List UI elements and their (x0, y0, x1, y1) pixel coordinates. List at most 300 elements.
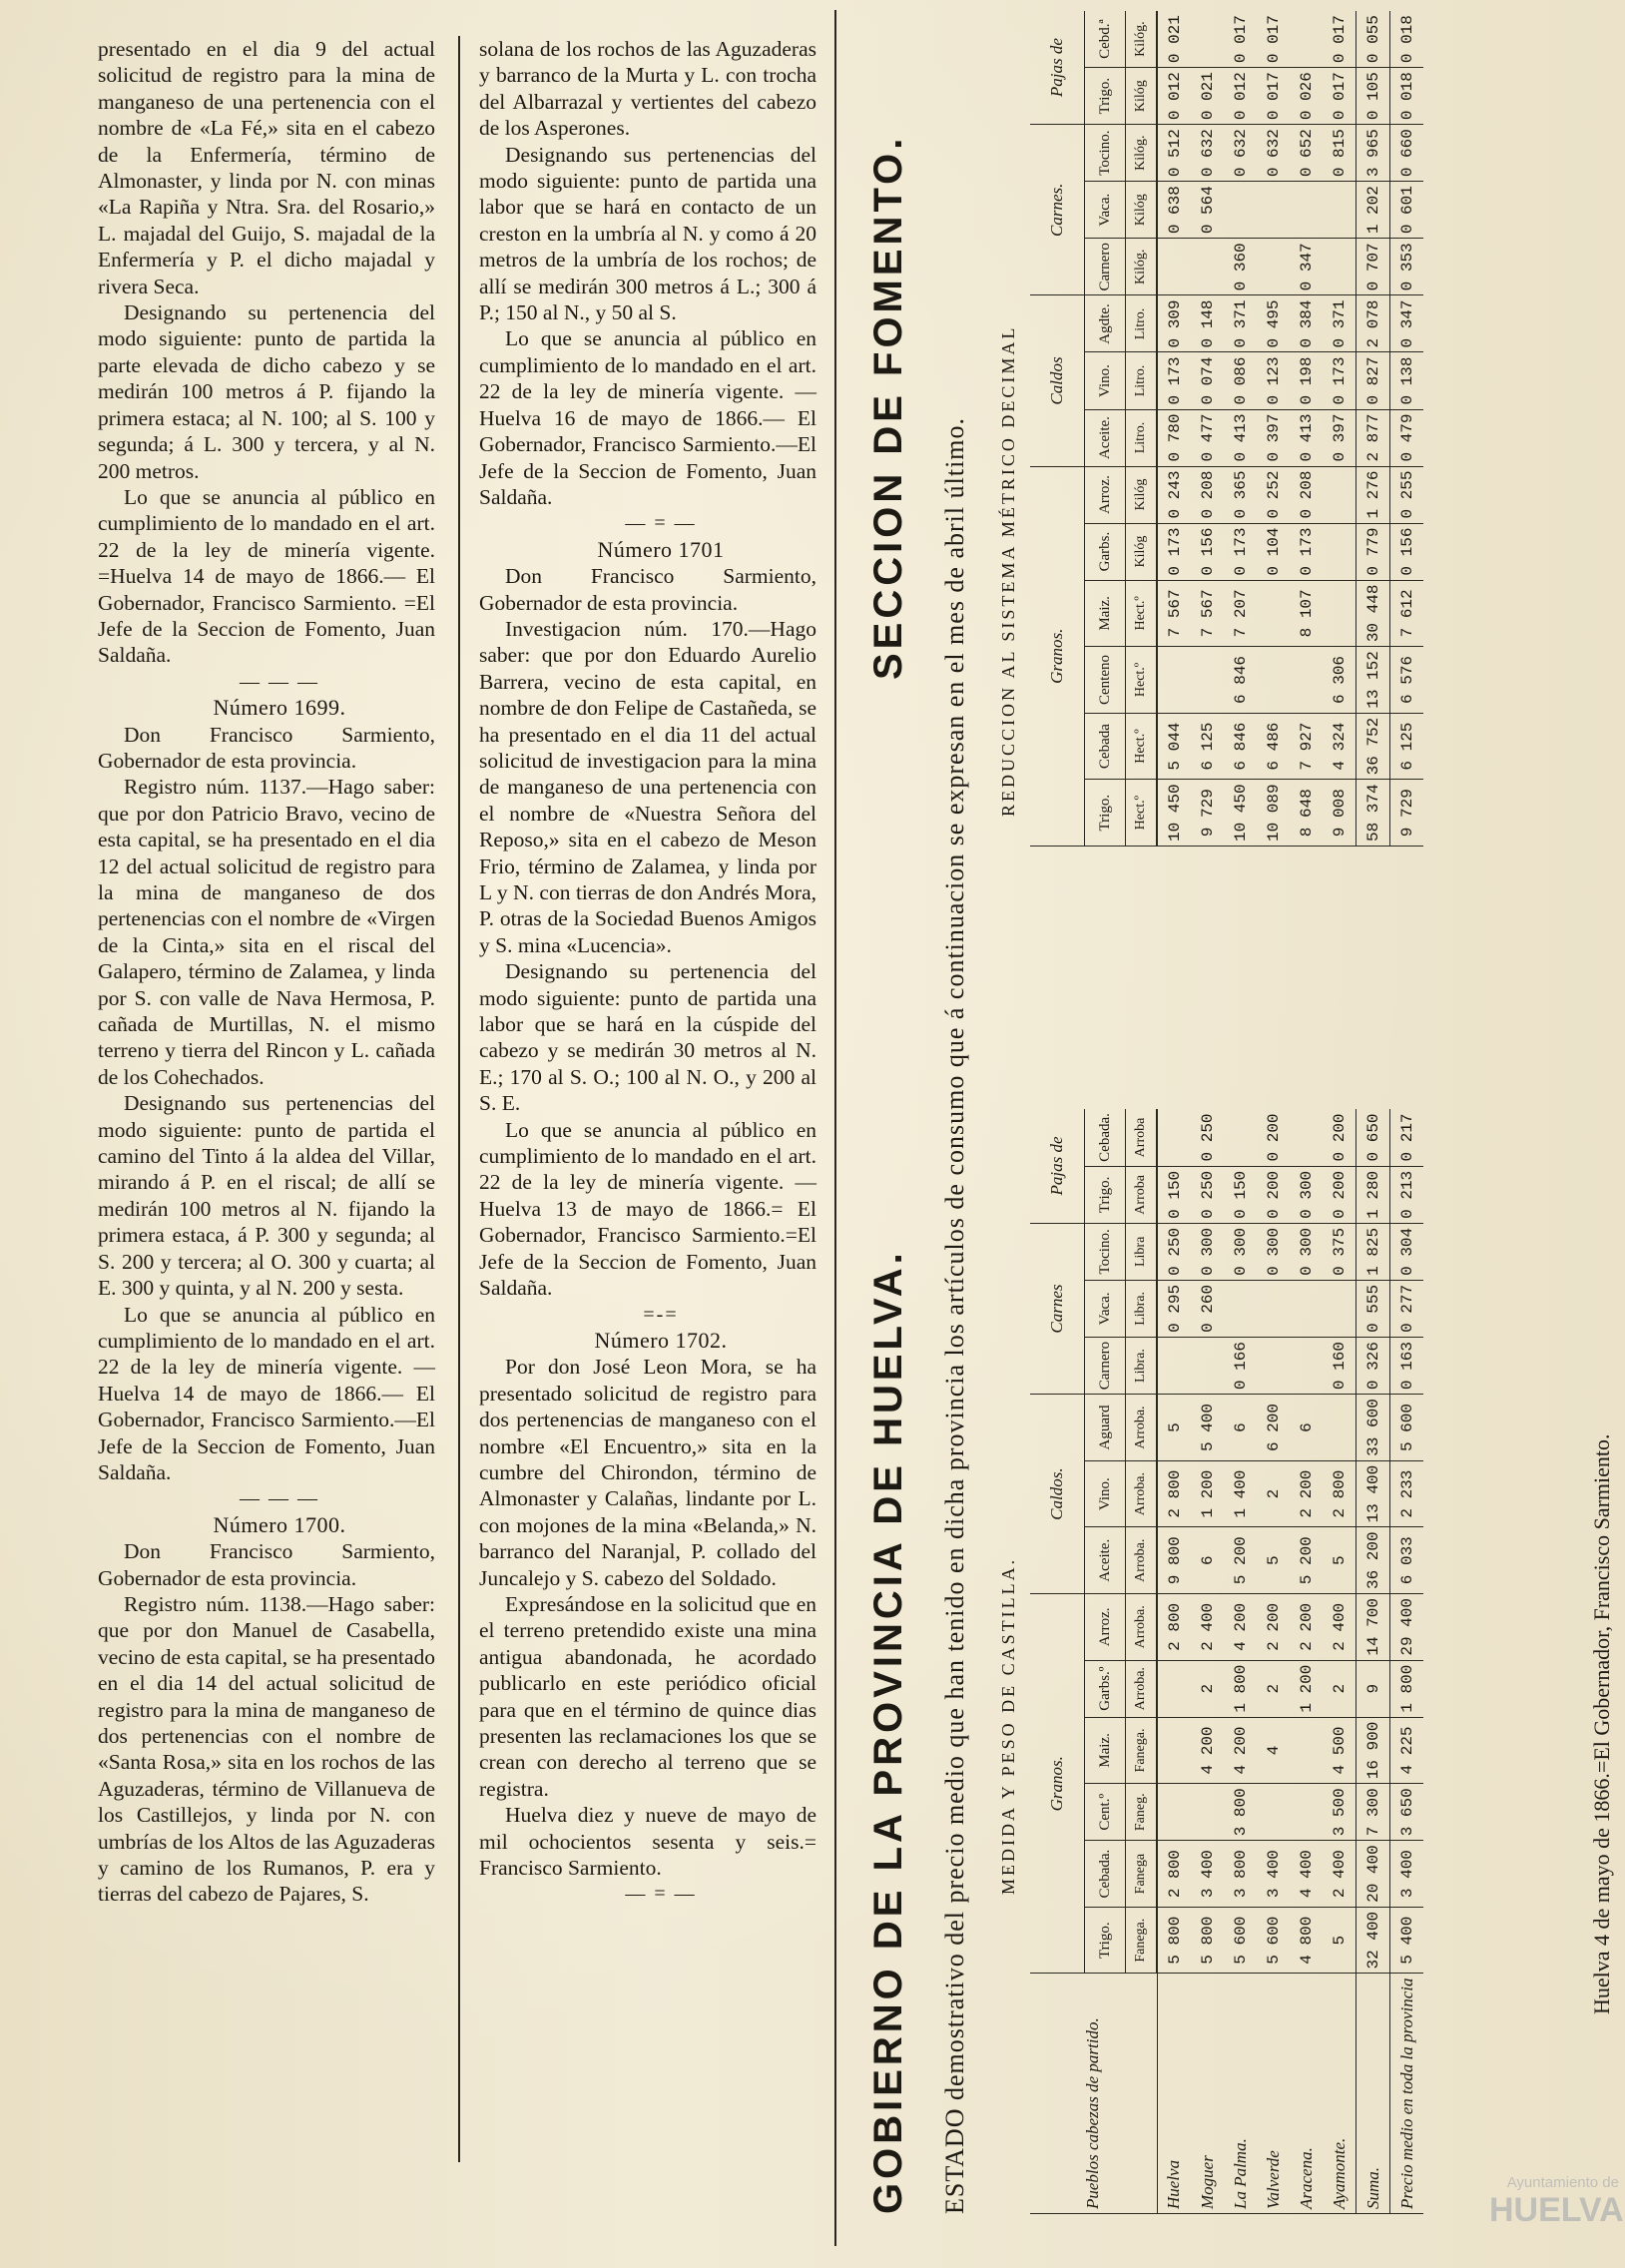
table-cell: 36 200 (1356, 1527, 1390, 1594)
table-cell: 3 965 (1356, 125, 1390, 182)
table-header-cell: Litro. (1126, 352, 1158, 409)
paragraph: Don Francisco Sarmiento, Gobernador de esta provincia. (98, 1539, 435, 1590)
paragraph: presentado en el dia 9 del actual solicitud de registro para la mina de manganeso de una pertenencia con el nombre de «La Fé,» sita en el cabezo de la Enfermería, término de Almonaster, y linda por N. con minas «La Rapiña y Ntra. Sra. del Rosario,» L. majadal del Guijo, S. majadal de la Enfermería y P. el dicho majadal y rivera Seca. (98, 37, 435, 298)
table-row (1290, 1109, 1323, 2213)
table-cell: 7 612 (1390, 580, 1424, 647)
table-header-cell: Hect.º (1126, 713, 1158, 780)
table-cell: 0 650 (1356, 1109, 1390, 1166)
table-header-cell: Caldos. (1030, 1395, 1085, 1594)
table-cell (1290, 1337, 1323, 1394)
table-cell (1290, 1784, 1323, 1841)
table-header-cell: Kilóg. (1126, 125, 1158, 182)
table-row (1390, 11, 1424, 846)
table-row (1257, 11, 1290, 846)
table-cell: 0 017 (1323, 11, 1356, 68)
separator: =-= (643, 1303, 679, 1326)
table-header-cell: Arroba (1126, 1109, 1158, 1166)
table-cell (1191, 239, 1224, 295)
table-header-cell: Vino. (1085, 352, 1126, 409)
notice-heading-1700: Número 1700. (213, 1511, 346, 1537)
paragraph: Don Francisco Sarmiento, Gobernador de esta provincia. (98, 722, 435, 773)
table-cell: 0 074 (1191, 352, 1224, 409)
table-cell (1323, 466, 1356, 523)
table-cell: 0 295 (1157, 1280, 1191, 1337)
table-cell: 0 495 (1257, 295, 1290, 352)
table-body (1157, 1109, 1423, 2213)
table-header-cell: Granos. (1030, 1594, 1085, 1974)
table-cell: 0 652 (1290, 125, 1323, 182)
table-cell: 5 800 (1157, 1907, 1191, 1974)
table-cell: 0 138 (1390, 352, 1424, 409)
table-cell: 3 800 (1224, 1784, 1257, 1841)
table-cell: Aracena. (1290, 1974, 1323, 2214)
table-cell (1290, 1717, 1323, 1784)
table-header-cell: Hect.º (1126, 580, 1158, 647)
table-cell: 6 486 (1257, 713, 1290, 780)
watermark-top: Ayuntamiento de (1506, 2174, 1619, 2191)
table-cell: 7 927 (1290, 713, 1323, 780)
table-cell (1290, 1109, 1323, 1166)
paragraph: Expresándose en la solicitud que en el terreno pretendido existe una mina antigua abandonada, he acordado publicarlo en este periódico oficial para que en el término de quince dias presenten las reclamaciones los que se crean con derecho al terreno que se registra. (479, 1591, 816, 1801)
table-cell (1157, 1109, 1191, 1166)
table-cell (1257, 647, 1290, 714)
table-cell (1191, 1784, 1224, 1841)
table-row (1191, 11, 1224, 846)
table-cell: 5 (1323, 1527, 1356, 1594)
table-cell: 4 200 (1191, 1717, 1224, 1784)
table-row (1191, 1109, 1224, 2213)
table-header-cell: Hect.º (1126, 647, 1158, 714)
table-cell: 33 600 (1356, 1395, 1390, 1461)
table-cell (1257, 1337, 1290, 1394)
table-cell: 8 648 (1290, 780, 1323, 847)
table-header-cell: Kilóg. (1126, 239, 1158, 295)
table-header-cell: Libra (1126, 1223, 1158, 1280)
table-unit-row (1126, 11, 1158, 846)
separator: — — — (240, 670, 319, 693)
table-cell: 6 033 (1390, 1527, 1424, 1594)
table-cell: 0 300 (1290, 1223, 1323, 1280)
paragraph: Lo que se anuncia al público en cumplimiento de lo mandado en el art. 22 de la ley de minería vigente. —Huelva 14 de mayo de 1866.— El Gobernador, Francisco Sarmiento.—El Jefe de la Seccion de Fomento, Juan Saldaña. (98, 1302, 435, 1484)
estado-caption: ESTADO demostrativo del precio medio que han tenido en dicha provincia los artículos de consumo que á continuacion se expresan en el mes de abril último. (940, 416, 969, 2214)
table-header-cell: Trigo. (1085, 780, 1126, 847)
table-body (1157, 11, 1423, 846)
table-cell: 16 900 (1356, 1717, 1390, 1784)
table-cell: 0 105 (1356, 68, 1390, 125)
table-cell: 0 384 (1290, 295, 1323, 352)
table-cell: 0 660 (1390, 125, 1424, 182)
rotated-content (848, 0, 1625, 2214)
table-cell: 1 276 (1356, 466, 1390, 523)
table-cell: 0 277 (1390, 1280, 1424, 1337)
table-cell: 3 800 (1224, 1841, 1257, 1908)
table-header-cell: Pajas de (1030, 1109, 1085, 1223)
table-cell: 0 017 (1323, 68, 1356, 125)
table-cell: 0 360 (1224, 239, 1257, 295)
table-header-cell: Garbs.º (1085, 1660, 1126, 1717)
notice-heading-1699: Número 1699. (213, 695, 346, 721)
table-row (1224, 1109, 1257, 2213)
table-cell (1257, 1784, 1290, 1841)
table-cell: 0 397 (1257, 409, 1290, 466)
table-cell: 1 400 (1224, 1460, 1257, 1527)
table-cell: 32 400 (1356, 1907, 1390, 1974)
table-header-cell: Aceite. (1085, 409, 1126, 466)
notice-heading-1702: Número 1702. (594, 1327, 728, 1353)
table-cell: 14 700 (1356, 1594, 1390, 1661)
table-cell (1191, 647, 1224, 714)
table-cell: Huelva (1157, 1974, 1191, 2214)
separator: — = — (625, 512, 697, 535)
table-row (1224, 11, 1257, 846)
table-row (1390, 1109, 1424, 2213)
table-cell: 0 250 (1157, 1223, 1191, 1280)
table-header-cell: Hect.º (1126, 780, 1158, 847)
table-cell: 30 448 (1356, 580, 1390, 647)
table-cell: 3 500 (1323, 1784, 1356, 1841)
table-cell: 0 347 (1390, 295, 1424, 352)
table-cell: 0 512 (1157, 125, 1191, 182)
table-cell: 0 326 (1356, 1337, 1390, 1394)
table-cell: 0 413 (1290, 409, 1323, 466)
table-cell: 2 400 (1323, 1841, 1356, 1908)
table-header-cell: Trigo. (1085, 1166, 1126, 1223)
table-cell: 7 300 (1356, 1784, 1390, 1841)
table-header-cell: Carnero (1085, 1337, 1126, 1394)
table-cell: 2 400 (1323, 1594, 1356, 1661)
table-row (1157, 1109, 1191, 2213)
table-cell: 0 252 (1257, 466, 1290, 523)
table-header-cell: Carnes (1030, 1223, 1085, 1394)
table-header-cell: Arroz. (1085, 1594, 1126, 1661)
table-cell: 0 173 (1224, 523, 1257, 580)
table-cell: 7 207 (1224, 580, 1257, 647)
paragraph: Don Francisco Sarmiento, Gobernador de esta provincia. (479, 564, 816, 615)
table-cell: 4 200 (1224, 1717, 1257, 1784)
table-cell: 0 200 (1323, 1166, 1356, 1223)
table-cell: 6 (1290, 1395, 1323, 1461)
table-cell: 0 397 (1323, 409, 1356, 466)
table-cell (1191, 1337, 1224, 1394)
table-header-cell: Vaca. (1085, 1280, 1126, 1337)
table-cell: 0 260 (1191, 1280, 1224, 1337)
table-cell: 9 729 (1390, 780, 1424, 847)
table-cell: Valverde (1257, 1974, 1290, 2214)
table-cell: 5 800 (1191, 1907, 1224, 1974)
table-header-cell: Vaca. (1085, 182, 1126, 239)
table-cell: 5 400 (1390, 1907, 1424, 1974)
table-cell: 1 800 (1224, 1660, 1257, 1717)
table-cell: 10 089 (1257, 780, 1290, 847)
table-cell: 0 371 (1323, 295, 1356, 352)
table-cell: 2 800 (1157, 1841, 1191, 1908)
table-header-cell: Fanega. (1126, 1717, 1158, 1784)
table-header-cell: Granos. (1030, 466, 1085, 846)
table-cell: 9 008 (1323, 780, 1356, 847)
table-cell: 5 600 (1390, 1395, 1424, 1461)
table-cell: 2 (1191, 1660, 1224, 1717)
table-cell (1323, 523, 1356, 580)
table-cell: 0 198 (1290, 352, 1323, 409)
table-cell: 0 018 (1390, 11, 1424, 68)
table-cell: 0 012 (1224, 68, 1257, 125)
table-cell: 0 827 (1356, 352, 1390, 409)
table-cell: 0 200 (1257, 1109, 1290, 1166)
notice-heading-1701: Número 1701 (597, 536, 725, 562)
medida-caption: MEDIDA Y PESO DE CASTILLA. (998, 1556, 1018, 1895)
paragraph: Investigacion núm. 170.—Hago saber: que por don Eduardo Aurelio Barrera, vecino de esta capital, en nombre de don Felipe de Castañeda, se ha presentado en el dia 11 del actual solicitud de investigacion para la mina de manganeso de una pertenencia con el nombre de «Nuestra Señora del Reposo,» sita en el cabezo de Meson Frio, término de Zalamea, y linda por L y N. con tierras de don Andrés Mora, P. otras de la Sociedad Buenos Amigos y S. mina «Lucencia». (479, 616, 816, 957)
table-cell: 0 564 (1191, 182, 1224, 239)
table-sub-row (1085, 11, 1126, 846)
table-cell: 5 600 (1224, 1907, 1257, 1974)
table-cell: 13 400 (1356, 1460, 1390, 1527)
table-cell: 2 400 (1191, 1594, 1224, 1661)
table-cell: 0 123 (1257, 352, 1290, 409)
table-cell (1157, 239, 1191, 295)
table-cell (1157, 1784, 1191, 1841)
table-cell: 0 021 (1157, 11, 1191, 68)
table-header-cell: Pueblos cabezas de partido. (1030, 1974, 1157, 2214)
table-header-cell: Kilóg. (1126, 11, 1158, 68)
table-cell: 6 200 (1257, 1395, 1290, 1461)
table-cell (1290, 1280, 1323, 1337)
paragraph: Por don José Leon Mora, se ha presentado solicitud de registro para dos pertenencias de manganeso con el nombre «El Encuentro,» sita en la cumbre del Chirondon, término de Almonaster y Calañas, lindante por L. con mojones de la mina «Belanda,» N. barranco del Naranjal, P. collado del Juncalejo y S. cabezo del Soldado. (479, 1355, 816, 1590)
table-cell: 1 200 (1191, 1460, 1224, 1527)
paragraph: Registro núm. 1138.—Hago saber: que por don Manuel de Casabella, vecino de esta capital, se ha presentado en el dia 14 del actual solicitud de registro para la mina de manganeso de dos pertenencias con el nombre de «Santa Rosa,» sita en los rochos de las Aguzaderas, término de Villanueva de los Castillejos, y linda por N. con umbrías de los Altos de las Aguzaderas y camino de los Rumanos, P. era y tierras del cabezo de Pajares, S. (98, 1591, 435, 1907)
paragraph: Lo que se anuncia al público en cumplimiento de lo mandado en el art. 22 de la ley de minería vigente. —Huelva 13 de mayo de 1866.= El Gobernador, Francisco Sarmiento.=El Jefe de la Seccion de Fomento, Juan Saldaña. (479, 1117, 816, 1301)
signature-footer: Huelva 4 de mayo de 1866.=El Gobernador, Francisco Sarmiento. (1589, 1433, 1614, 2014)
table-cell (1157, 1337, 1191, 1394)
table-cell: 0 243 (1157, 466, 1191, 523)
table-cell: 0 250 (1191, 1109, 1224, 1166)
table-cell: 7 567 (1191, 580, 1224, 647)
table-cell: 0 365 (1224, 466, 1257, 523)
table-cell: 0 086 (1224, 352, 1257, 409)
table-cell (1157, 1660, 1191, 1717)
table-cell: 1 800 (1390, 1660, 1424, 1717)
table-cell: 4 800 (1290, 1907, 1323, 1974)
table-cell: 0 250 (1191, 1166, 1224, 1223)
table-cell: 0 200 (1257, 1166, 1290, 1223)
table-cell: 0 148 (1191, 295, 1224, 352)
table-cell (1224, 1109, 1257, 1166)
paragraph: Huelva diez y nueve de mayo de mil ochocientos sesenta y seis.= Francisco Sarmiento. (479, 1803, 816, 1881)
table-cell: 0 638 (1157, 182, 1191, 239)
table-cell: 29 400 (1390, 1594, 1424, 1661)
table-header-cell: Kilóg (1126, 182, 1158, 239)
table-row (1356, 1109, 1390, 2213)
table-cell: 2 200 (1290, 1594, 1323, 1661)
table-cell: 0 632 (1224, 125, 1257, 182)
table-cell: Moguer (1191, 1974, 1224, 2214)
table-cell (1257, 1280, 1290, 1337)
table-header-cell: Faneg. (1126, 1784, 1158, 1841)
title-left: GOBIERNO DE LA PROVINCIA DE HUELVA. (866, 1249, 910, 2214)
table-cell: 0 413 (1224, 409, 1257, 466)
table-row (1356, 11, 1390, 846)
table-cell (1224, 182, 1257, 239)
table-cell (1157, 647, 1191, 714)
table-header-cell: Kilóg (1126, 466, 1158, 523)
table-cell: 0 017 (1224, 11, 1257, 68)
table-cell: 0 173 (1157, 352, 1191, 409)
table-cell: 58 374 (1356, 780, 1390, 847)
table-header-cell: Cebada. (1085, 1841, 1126, 1908)
table-cell: 0 632 (1257, 125, 1290, 182)
table-header-cell: Arroba (1126, 1166, 1158, 1223)
table-header-cell: Kilóg (1126, 523, 1158, 580)
table-cell: 0 208 (1191, 466, 1224, 523)
table-cell: 2 (1257, 1460, 1290, 1527)
table-cell: 6 846 (1224, 713, 1257, 780)
table-header-cell: Garbs. (1085, 523, 1126, 580)
table-row (1323, 11, 1356, 846)
table-header-cell: Kilóg (1126, 68, 1158, 125)
table-header-cell: Litro. (1126, 409, 1158, 466)
table-header-cell: Arroz. (1085, 466, 1126, 523)
table-cell: 5 200 (1290, 1527, 1323, 1594)
table-cell: 5 200 (1224, 1527, 1257, 1594)
paragraph: solana de los rochos de las Aguzaderas y barranco de la Murta y L. con trocha del Albarrazal y vertientes del cabezo de los Asperones. (479, 37, 816, 141)
table-header-cell: Caldos (1030, 295, 1085, 466)
paragraph: Lo que se anuncia al público en cumplimiento de lo mandado en el art. 22 de la ley de minería vigente. =Huelva 14 de mayo de 1866.— El Gobernador, Francisco Sarmiento. =El Jefe de la Seccion de Fomento, Juan Saldaña. (98, 484, 435, 668)
table-cell: 0 815 (1323, 125, 1356, 182)
table-header-cell: Carnes. (1030, 125, 1085, 295)
table-cell: 5 400 (1191, 1395, 1224, 1461)
table-cell: 6 125 (1390, 713, 1424, 780)
table-cell: 2 877 (1356, 409, 1390, 466)
table-cell: 0 163 (1390, 1337, 1424, 1394)
table-cell (1224, 1280, 1257, 1337)
table-cell: 2 800 (1157, 1460, 1191, 1527)
table-cell: 0 017 (1257, 11, 1290, 68)
table-header-cell: Maiz. (1085, 580, 1126, 647)
table-group-row (1030, 1109, 1085, 2213)
table-header-cell: Fanega (1126, 1841, 1158, 1908)
table-header-cell: Arroba. (1126, 1460, 1158, 1527)
table-cell (1323, 239, 1356, 295)
table-cell: 0 150 (1157, 1166, 1191, 1223)
table-cell: 3 400 (1390, 1841, 1424, 1908)
table-header-cell: Trigo. (1085, 1907, 1126, 1974)
table-cell: 0 017 (1257, 68, 1290, 125)
table-cell: 0 055 (1356, 11, 1390, 68)
table-cell (1323, 1280, 1356, 1337)
table-cell: 0 779 (1356, 523, 1390, 580)
table-cell: Precio medio en toda la provincia (1390, 1974, 1424, 2214)
table-cell: La Palma. (1224, 1974, 1257, 2214)
table-row (1257, 1109, 1290, 2213)
table-header-cell: Cebada. (1085, 1109, 1126, 1166)
paragraph: Registro núm. 1137.—Hago saber: que por don Patricio Bravo, vecino de esta capital, se ha presentado en el dia 12 del actual solicitud de registro para la mina de manganeso de dos pertenencias con el nombre de «Virgen de la Cinta,» sita en el riscal del Galapero, término de Zalamea, y linda por S. con valle de Nava Hermosa, P. cañada de Murtillas, N. el mismo terreno y tierra del Rincon y L. cañada de los Cohechados. (98, 775, 435, 1089)
table-cell: 5 (1157, 1395, 1191, 1461)
table-cell (1157, 1717, 1191, 1784)
table-cell: 4 (1257, 1717, 1290, 1784)
table-cell: 4 200 (1224, 1594, 1257, 1661)
table-cell (1290, 11, 1323, 68)
table-cell (1323, 182, 1356, 239)
table-cell: 2 078 (1356, 295, 1390, 352)
separator: — = — (625, 1883, 697, 1906)
table-cell: 6 125 (1191, 713, 1224, 780)
table-cell (1257, 580, 1290, 647)
table-cell (1323, 1395, 1356, 1461)
table-cell (1323, 580, 1356, 647)
table-cell: 0 012 (1157, 68, 1191, 125)
table-cell: 0 166 (1224, 1337, 1257, 1394)
table-cell: 6 846 (1224, 647, 1257, 714)
table-cell: 1 280 (1356, 1166, 1390, 1223)
text-column-2 (479, 36, 816, 1908)
table-cell: 2 800 (1323, 1460, 1356, 1527)
table-cell: 13 152 (1356, 647, 1390, 714)
table-header-cell: Litro. (1126, 295, 1158, 352)
table-row (1323, 1109, 1356, 2213)
table-cell: 5 044 (1157, 713, 1191, 780)
table-row (1290, 11, 1323, 846)
table-cell: 2 200 (1290, 1460, 1323, 1527)
price-table-castilla (1030, 1109, 1423, 2214)
table-cell (1290, 182, 1323, 239)
title-gobierno (866, 135, 911, 2214)
table-cell: 10 450 (1224, 780, 1257, 847)
paragraph: Designando sus pertenencias del modo siguiente: punto de partida el camino del Tinto á la aldea del Villar, mirando á P. en el riscal; de allí se medirán 100 metros al N. fijando la primera estaca, á P. 300 y segunda; al S. 200 y tercera; al O. 300 y cuarta; al E. 300 y quinta, y al N. 200 y sesta. (98, 1091, 435, 1301)
table-row (1157, 11, 1191, 846)
table-cell: 0 347 (1290, 239, 1323, 295)
table-header-cell: Trigo. (1085, 68, 1126, 125)
table-cell: 0 208 (1290, 466, 1323, 523)
table-cell: Suma. (1356, 1974, 1390, 2214)
table-header-cell: Tocino. (1085, 125, 1126, 182)
table-cell: 0 300 (1191, 1223, 1224, 1280)
table-header-cell: Carnero (1085, 239, 1126, 295)
table-header-cell: Libra. (1126, 1337, 1158, 1394)
table-cell: 0 375 (1323, 1223, 1356, 1280)
table-cell: 0 479 (1390, 409, 1424, 466)
table-cell: 0 300 (1290, 1166, 1323, 1223)
table-cell (1257, 239, 1290, 295)
table-cell: 0 309 (1157, 295, 1191, 352)
table-cell: 0 255 (1390, 466, 1424, 523)
table-cell: 0 156 (1191, 523, 1224, 580)
table-cell: 36 752 (1356, 713, 1390, 780)
table-header-cell: Arroba. (1126, 1660, 1158, 1717)
text-column-1 (98, 36, 435, 1908)
table-cell: 3 650 (1390, 1784, 1424, 1841)
table-header-cell: Tocino. (1085, 1223, 1126, 1280)
table-header-cell: Pajas de (1030, 11, 1085, 125)
table-header-cell: Cebd.ª (1085, 11, 1126, 68)
table-cell: 4 500 (1323, 1717, 1356, 1784)
table-cell: 10 450 (1157, 780, 1191, 847)
table-cell: 8 107 (1290, 580, 1323, 647)
table-cell: 0 555 (1356, 1280, 1390, 1337)
table-cell: 5 600 (1257, 1907, 1290, 1974)
table-cell: 0 477 (1191, 409, 1224, 466)
column-rule (458, 36, 460, 2162)
table-cell: 6 (1224, 1395, 1257, 1461)
table-cell: 2 200 (1257, 1594, 1290, 1661)
table-cell: Ayamonte. (1323, 1974, 1356, 2214)
table-cell: 0 104 (1257, 523, 1290, 580)
table-cell: 20 400 (1356, 1841, 1390, 1908)
table-cell: 9 729 (1191, 780, 1224, 847)
table-cell: 0 021 (1191, 68, 1224, 125)
table-header-cell: Vino. (1085, 1460, 1126, 1527)
table-cell: 9 800 (1157, 1527, 1191, 1594)
paragraph: Lo que se anuncia al público en cumplimiento de lo mandado en el art. 22 de la ley de minería vigente. —Huelva 16 de mayo de 1866.— El Gobernador, Francisco Sarmiento.—El Jefe de la Seccion de Fomento, Juan Saldaña. (479, 326, 816, 509)
table-cell: 2 (1257, 1660, 1290, 1717)
